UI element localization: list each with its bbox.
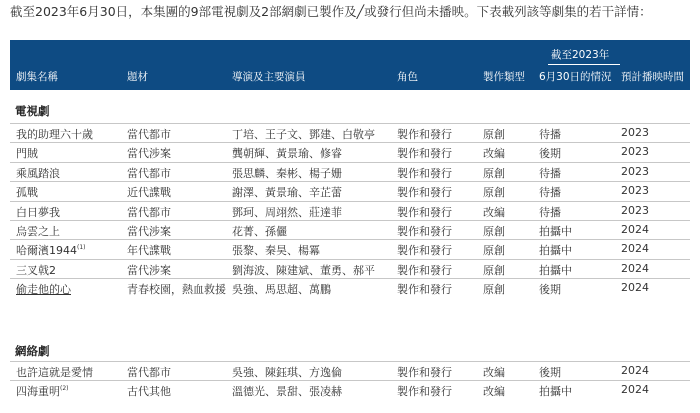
table-row xyxy=(10,201,690,221)
cell-cast xyxy=(232,281,331,297)
cell-status xyxy=(539,204,561,220)
cell-type-text: 原創 xyxy=(483,283,505,297)
cell-year xyxy=(621,204,649,217)
cell-role-text: 製作和發行 xyxy=(397,244,452,258)
cell-name-text: 也許這就是愛情 xyxy=(16,366,93,379)
cell-role xyxy=(397,364,452,380)
cell-type-text: 改編 xyxy=(483,205,505,219)
cell-genre-text: 當代涉案 xyxy=(127,263,171,277)
cell-role xyxy=(397,262,452,278)
cell-status xyxy=(539,281,561,297)
cell-status xyxy=(539,262,572,278)
section-title-tv: 電視劇 xyxy=(15,104,50,118)
cell-genre-text: 青春校園，熱血救援 xyxy=(127,283,226,297)
cell-type-text: 原創 xyxy=(483,225,505,238)
cell-type xyxy=(483,126,505,142)
footnote-marker: (1) xyxy=(77,244,86,252)
cell-type-text: 改編 xyxy=(483,385,505,399)
cell-year-text: 2024 xyxy=(621,364,649,377)
cell-name xyxy=(16,223,60,239)
section-title-web: 網絡劇 xyxy=(15,344,50,358)
cell-year xyxy=(621,242,649,255)
cell-name xyxy=(16,204,60,220)
cell-genre-text: 當代涉案 xyxy=(127,225,171,238)
header-year: 預計播映時間 xyxy=(621,71,684,83)
cell-cast-text: 丁培、王子文、鄧建、白敬亭 xyxy=(232,128,375,141)
cell-genre xyxy=(127,126,171,142)
cell-cast xyxy=(232,204,342,220)
cell-type xyxy=(483,262,505,278)
cell-genre-text: 當代都市 xyxy=(127,366,171,379)
cell-role-text: 製作和發行 xyxy=(397,263,452,277)
cell-year-text: 2023 xyxy=(621,126,649,139)
cell-cast xyxy=(232,145,342,161)
cell-year-text: 2024 xyxy=(621,223,649,236)
cell-name-text: 孤戰 xyxy=(16,186,38,200)
table-row xyxy=(10,181,690,201)
cell-role xyxy=(397,126,452,142)
cell-genre-text: 古代其他 xyxy=(127,385,171,399)
cell-name-text: 白日夢我 xyxy=(16,205,60,219)
cell-year xyxy=(621,383,649,396)
cell-cast xyxy=(232,223,287,239)
cell-type xyxy=(483,364,505,380)
cell-role xyxy=(397,184,452,200)
cell-role xyxy=(397,223,452,239)
cell-type-text: 改編 xyxy=(483,147,505,161)
cell-type xyxy=(483,223,505,239)
cell-status-text: 後期 xyxy=(539,366,561,379)
cell-genre xyxy=(127,262,171,278)
table-row xyxy=(10,220,690,240)
cell-cast-text: 劉海波、陳建斌、董勇、郝平 xyxy=(232,263,375,277)
cell-name-text: 我的助理六十歲 xyxy=(16,128,93,141)
cell-cast-text: 花菁、孫儷 xyxy=(232,225,287,238)
cell-name xyxy=(16,145,38,161)
cell-type xyxy=(483,281,505,297)
cell-cast-text: 溫德光、景甜、張凌赫 xyxy=(232,385,342,399)
cell-type-text: 改編 xyxy=(483,366,505,379)
cell-type-text: 原創 xyxy=(483,166,505,180)
cell-role-text: 製作和發行 xyxy=(397,147,452,161)
cell-role-text: 製作和發行 xyxy=(397,205,452,219)
cell-cast-text: 張思麟、秦彬、楊子姗 xyxy=(232,166,342,180)
cell-status-text: 待播 xyxy=(539,205,561,219)
cell-year-text: 2024 xyxy=(621,242,649,256)
cell-status-text: 拍攝中 xyxy=(539,263,572,277)
cell-cast-text: 龔朝輝、黃景瑜、修睿 xyxy=(232,147,342,161)
cell-type-text: 原創 xyxy=(483,186,505,200)
cell-type xyxy=(483,242,505,258)
cell-cast xyxy=(232,262,375,278)
cell-name-text: 烏雲之上 xyxy=(16,225,60,238)
cell-name-text: 三叉戟2 xyxy=(16,263,56,277)
cell-genre xyxy=(127,223,171,239)
header-genre: 題材 xyxy=(127,71,148,83)
cell-cast xyxy=(232,364,342,380)
cell-cast-text: 謝澤、黃景瑜、辛芷蕾 xyxy=(232,186,342,200)
table-row xyxy=(10,259,690,279)
cell-name-text: 乘風踏浪 xyxy=(16,166,60,180)
cell-type xyxy=(483,383,505,399)
table-row xyxy=(10,162,690,182)
cell-role xyxy=(397,145,452,161)
header-status-divider xyxy=(548,64,620,65)
table-row xyxy=(10,380,690,400)
table-row xyxy=(10,239,690,259)
cell-genre-text: 當代都市 xyxy=(127,166,171,180)
intro-paragraph: 截至2023年6月30日，本集團的9部電視劇及2部網劇已製作及╱或發行但尚未播映。下表載列該等劇集的若干詳情： xyxy=(10,4,652,19)
cell-name xyxy=(16,364,93,380)
cell-name xyxy=(16,184,38,200)
cell-role-text: 製作和發行 xyxy=(397,366,452,379)
cell-name-text: 四海重明 xyxy=(16,385,60,399)
cell-type-text: 原創 xyxy=(483,244,505,258)
cell-cast-text: 鄧珂、周翊然、莊達菲 xyxy=(232,205,342,219)
cell-genre xyxy=(127,242,171,258)
cell-cast xyxy=(232,165,342,181)
cell-role-text: 製作和發行 xyxy=(397,166,452,180)
cell-role-text: 製作和發行 xyxy=(397,283,452,297)
header-name: 劇集名稱 xyxy=(16,71,58,83)
cell-role xyxy=(397,281,452,297)
cell-status-text: 待播 xyxy=(539,128,561,141)
cell-year xyxy=(621,184,649,197)
cell-role xyxy=(397,383,452,399)
cell-status-text: 後期 xyxy=(539,283,561,297)
cell-genre xyxy=(127,364,171,380)
cell-year xyxy=(621,145,649,158)
cell-name xyxy=(16,383,69,399)
cell-cast-text: 吳強、陳鈺琪、方逸倫 xyxy=(232,366,342,379)
cell-genre xyxy=(127,145,171,161)
cell-year-text: 2024 xyxy=(621,281,649,295)
cell-type xyxy=(483,184,505,200)
cell-role xyxy=(397,204,452,220)
cell-cast-text: 張黎、秦昊、楊冪 xyxy=(232,244,320,258)
cell-type-text: 原創 xyxy=(483,263,505,277)
cell-genre xyxy=(127,184,171,200)
cell-cast xyxy=(232,242,320,258)
table-row xyxy=(10,142,690,162)
cell-status-text: 待播 xyxy=(539,186,561,200)
cell-role-text: 製作和發行 xyxy=(397,128,452,141)
cell-type xyxy=(483,145,505,161)
cell-type xyxy=(483,165,505,181)
cell-role-text: 製作和發行 xyxy=(397,225,452,238)
table-row xyxy=(10,123,690,143)
cell-status xyxy=(539,184,561,200)
cell-type-text: 原創 xyxy=(483,128,505,141)
cell-year-text: 2023 xyxy=(621,184,649,198)
cell-role-text: 製作和發行 xyxy=(397,385,452,399)
header-status-line1: 截至2023年 xyxy=(551,49,610,61)
header-type: 製作類型 xyxy=(483,71,525,83)
cell-status-text: 待播 xyxy=(539,166,561,180)
cell-status-text: 拍攝中 xyxy=(539,385,572,399)
cell-status-text: 拍攝中 xyxy=(539,244,572,258)
footnote-marker: (2) xyxy=(60,385,69,393)
cell-role-text: 製作和發行 xyxy=(397,186,452,200)
cell-year xyxy=(621,165,649,178)
cell-genre-text: 當代都市 xyxy=(127,205,171,219)
cell-year xyxy=(621,126,649,139)
cell-name xyxy=(16,281,71,297)
cell-year-text: 2023 xyxy=(621,203,649,217)
cell-name-text: 哈爾濱1944 xyxy=(16,244,77,258)
cell-name-text: 門賊 xyxy=(16,147,38,161)
cell-status xyxy=(539,145,561,161)
cell-cast-text: 吳強、馬思超、萬鵬 xyxy=(232,283,331,297)
cell-genre-text: 年代諜戰 xyxy=(127,244,171,258)
cell-year xyxy=(621,281,649,294)
cell-status xyxy=(539,223,572,239)
cell-status xyxy=(539,242,572,258)
cell-genre-text: 當代都市 xyxy=(127,128,171,141)
table-row xyxy=(10,278,690,298)
cell-genre xyxy=(127,165,171,181)
cell-year xyxy=(621,364,649,377)
cell-role xyxy=(397,242,452,258)
cell-cast xyxy=(232,184,342,200)
cell-cast xyxy=(232,383,342,399)
cell-year xyxy=(621,262,649,275)
cell-status xyxy=(539,383,572,399)
cell-status xyxy=(539,364,561,380)
cell-genre-text: 近代諜戰 xyxy=(127,186,171,200)
cell-genre-text: 當代涉案 xyxy=(127,147,171,161)
cell-status xyxy=(539,126,561,142)
header-role: 角色 xyxy=(397,71,418,83)
cell-genre xyxy=(127,383,171,399)
cell-year-text: 2023 xyxy=(621,145,649,159)
cell-year-text: 2023 xyxy=(621,164,649,178)
cell-cast xyxy=(232,126,375,142)
header-status-line2: 6月30日的情況 xyxy=(539,71,612,83)
cell-type xyxy=(483,204,505,220)
cell-year xyxy=(621,223,649,236)
cell-name xyxy=(16,165,60,181)
cell-name xyxy=(16,262,56,278)
header-cast: 導演及主要演員 xyxy=(232,71,306,83)
cell-genre xyxy=(127,281,226,297)
cell-year-text: 2024 xyxy=(621,383,649,397)
cell-status-text: 後期 xyxy=(539,147,561,161)
table-row xyxy=(10,361,690,381)
table-header xyxy=(10,40,690,90)
cell-year-text: 2024 xyxy=(621,261,649,275)
cell-name xyxy=(16,126,93,142)
cell-role xyxy=(397,165,452,181)
cell-name xyxy=(16,242,86,258)
cell-genre xyxy=(127,204,171,220)
cell-name-text: 偷走他的心 xyxy=(16,283,71,297)
cell-status-text: 拍攝中 xyxy=(539,225,572,238)
cell-status xyxy=(539,165,561,181)
